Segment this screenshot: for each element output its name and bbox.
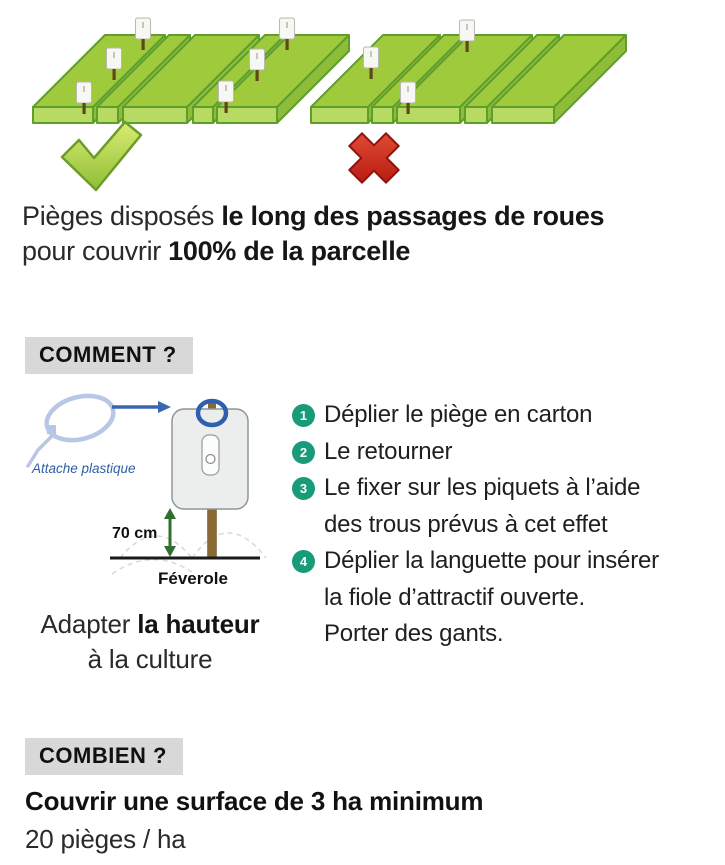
step-line: Porter des gants. [324, 620, 504, 647]
step-text [324, 543, 659, 653]
fields-illustration [0, 6, 725, 198]
step-number-badge: 2 [292, 441, 315, 464]
step-line: Déplier le piège en carton [324, 401, 593, 428]
intro-text [22, 199, 604, 269]
intro-line2-bold: 100% de la parcelle [168, 236, 411, 266]
step-item [292, 543, 724, 653]
step-line: Le fixer sur les piquets à l’aide [324, 474, 641, 501]
comment-section-header: COMMENT ? [25, 337, 193, 374]
field-correct-illustration [33, 35, 349, 123]
step-item [292, 470, 724, 543]
step-number-badge: 1 [292, 404, 315, 427]
steps-list [292, 397, 724, 653]
step-item [292, 397, 724, 434]
height-label: 70 cm [112, 525, 158, 542]
attach-arrow-icon [112, 401, 171, 413]
step-line: la fiole d’attractif ouverte. [324, 583, 586, 611]
diagram-caption [15, 607, 285, 677]
crop-label: Féverole [158, 569, 228, 588]
combien-section-header: COMBIEN ? [25, 738, 183, 775]
step-line: des trous prévus à cet effet [324, 510, 608, 538]
step-text [324, 397, 592, 434]
intro-line2-normal: pour couvrir [22, 236, 169, 266]
trap-mounting-diagram [0, 388, 290, 600]
step-item [292, 434, 724, 471]
step-line: Déplier la languette pour insérer [324, 547, 659, 574]
intro-line-1 [22, 199, 604, 234]
intro-line1-normal: Pièges disposés [22, 201, 222, 231]
intro-line-2 [22, 234, 604, 269]
intro-line1-bold: le long des passages de roues [221, 201, 605, 231]
checkmark-icon [62, 122, 141, 190]
caption-line-2: à la culture [87, 644, 213, 674]
caption-line-1 [15, 607, 285, 642]
caption-normal: Adapter [40, 609, 138, 639]
step-number-badge: 4 [292, 550, 315, 573]
height-arrow-icon [164, 508, 176, 557]
traps-per-ha: 20 pièges / ha [25, 824, 186, 854]
coverage-requirement: Couvrir une surface de 3 ha minimum [25, 786, 484, 816]
step-text [324, 470, 640, 543]
step-text [324, 434, 452, 471]
caption-bold: la hauteur [137, 609, 260, 639]
stake-post [208, 508, 217, 558]
attache-plastique-label: Attache plastique [32, 461, 136, 476]
step-number-badge: 3 [292, 477, 315, 500]
step-line: Le retourner [324, 437, 453, 465]
cable-tie-icon [28, 389, 118, 466]
cross-icon [349, 133, 398, 182]
